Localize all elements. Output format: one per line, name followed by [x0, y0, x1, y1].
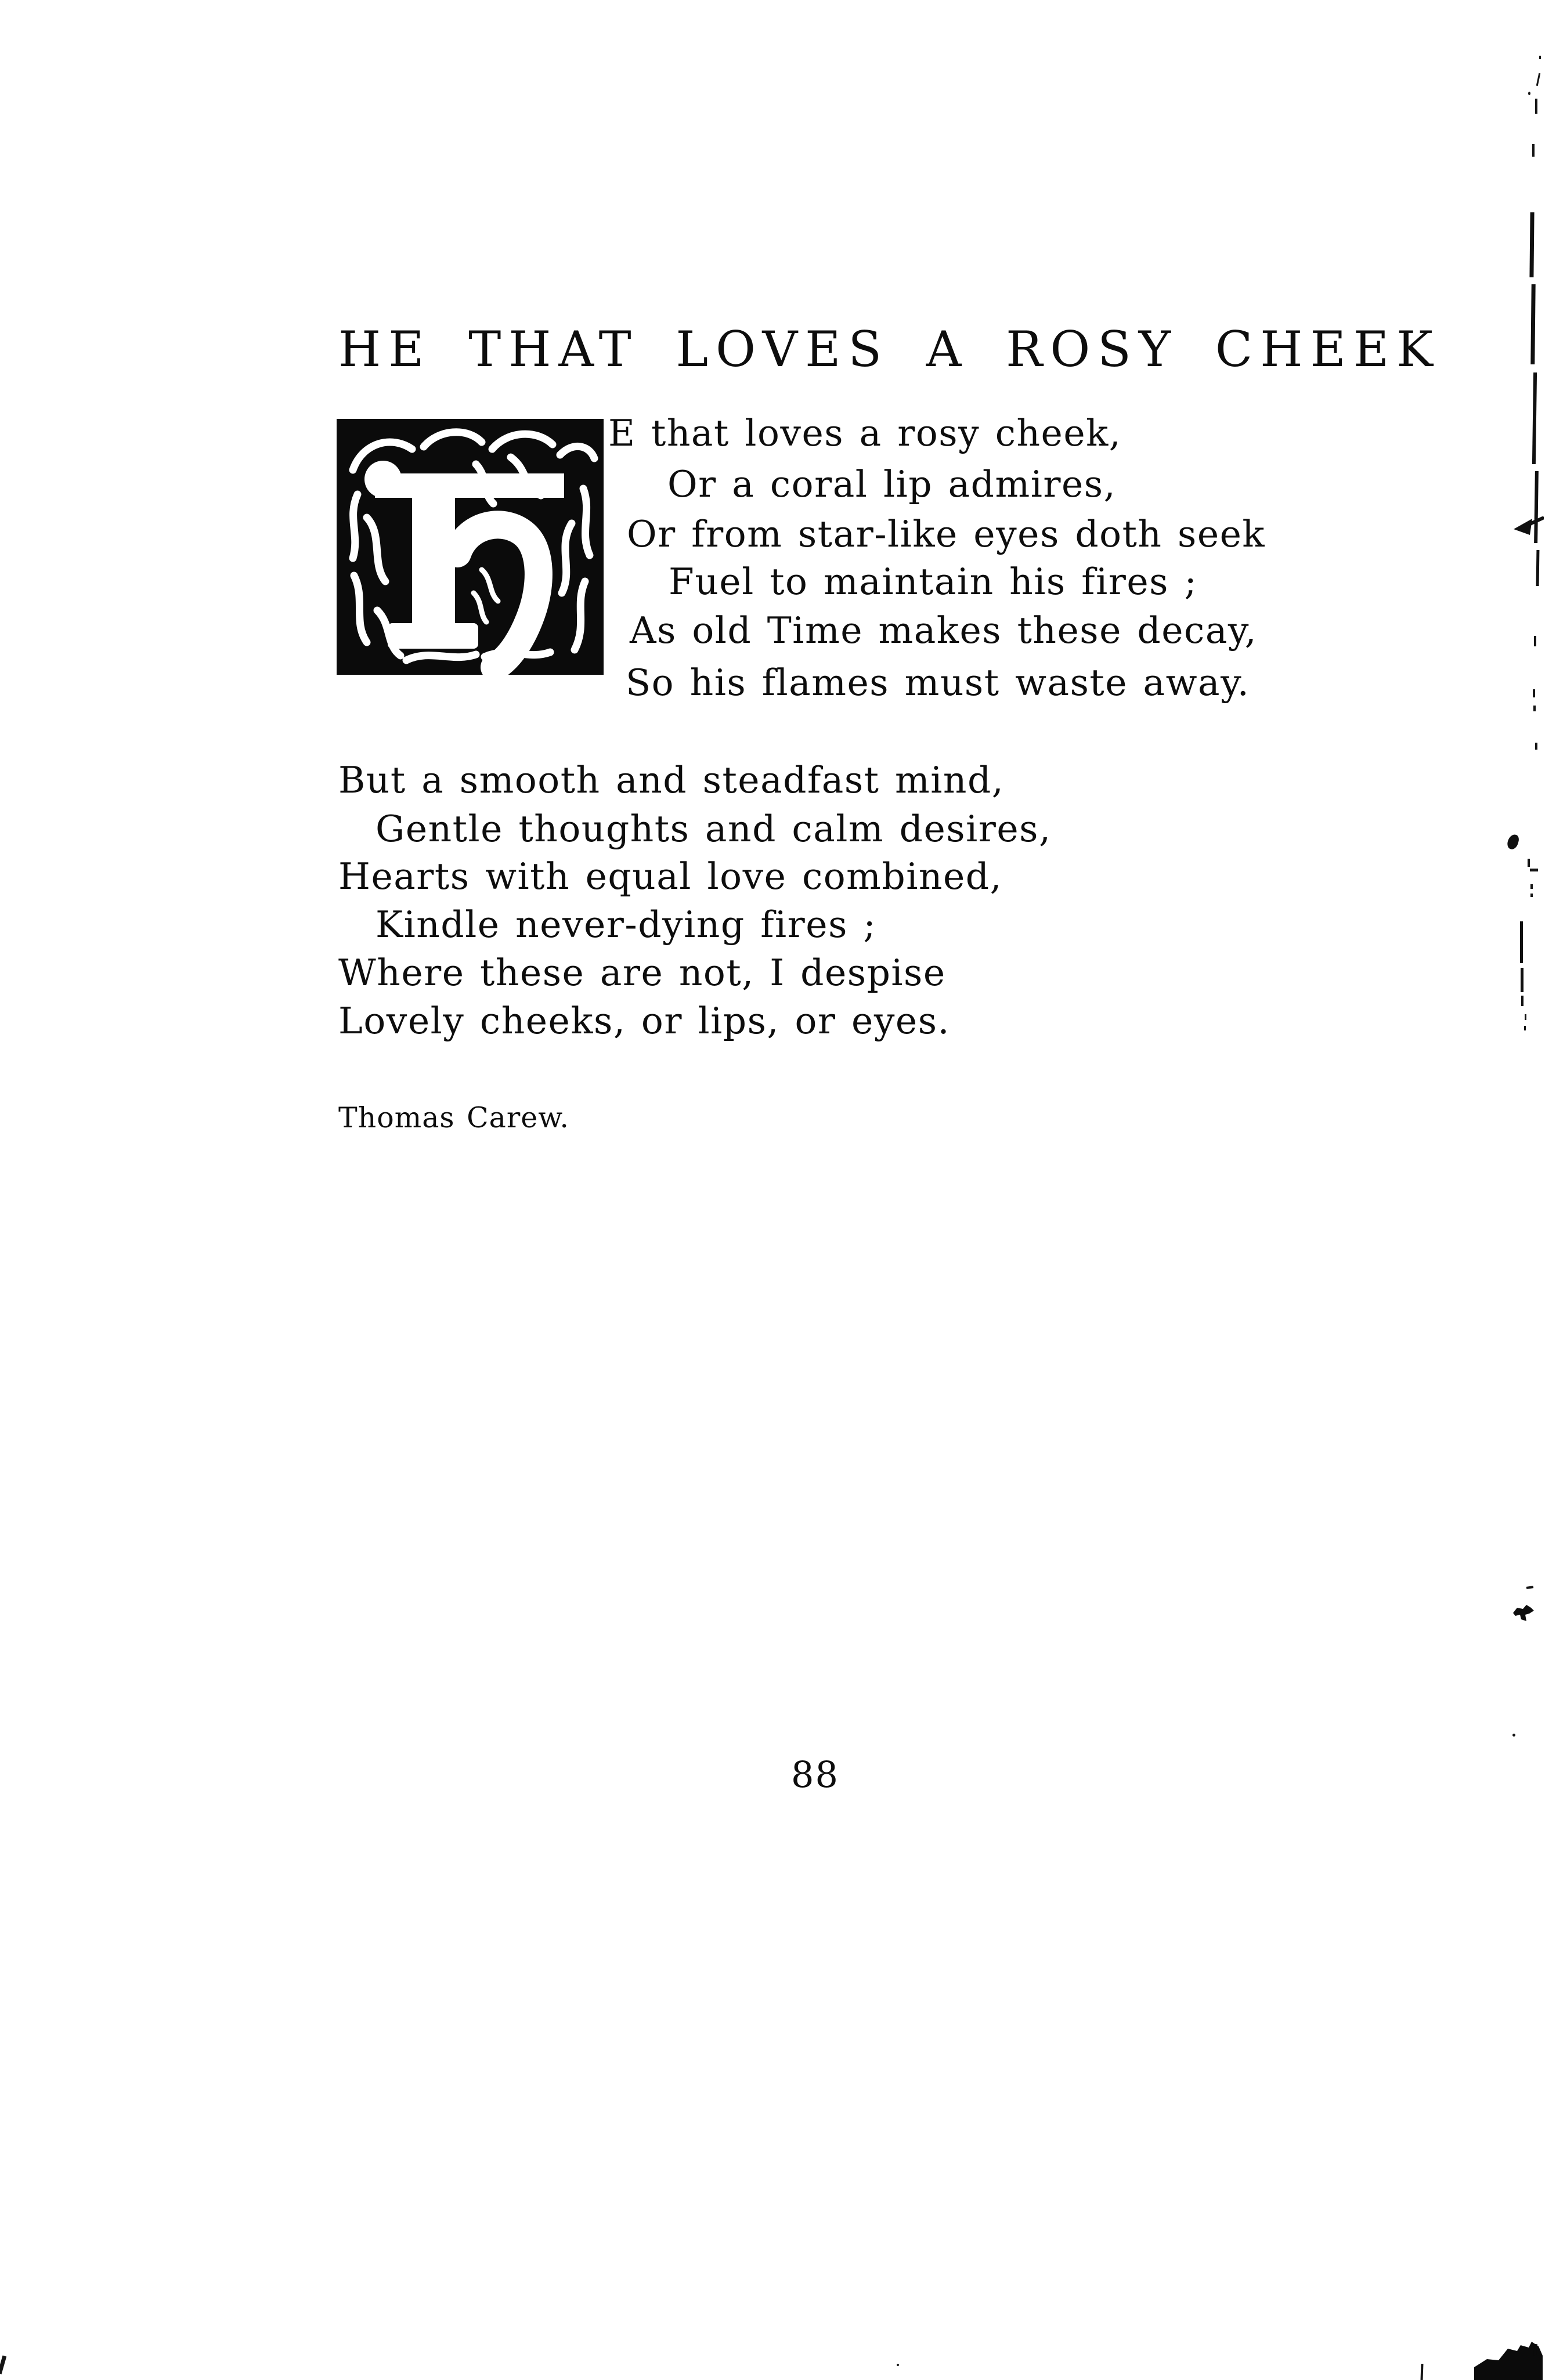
scan-artifact-dot [1528, 92, 1530, 95]
scan-artifact-tick [1535, 743, 1537, 750]
author-attribution: Thomas Carew. [338, 1101, 569, 1134]
drop-cap [337, 419, 604, 675]
scan-artifact-tick [1532, 144, 1535, 157]
scan-artifact-tick [1535, 99, 1537, 114]
scan-artifact-corner-blot [1474, 2342, 1547, 2380]
scan-artifact-tick [1534, 636, 1536, 646]
poem-line: Hearts with equal love combined, [338, 855, 1003, 898]
poem-line: Or from star-like eyes doth seek [627, 513, 1266, 555]
poem-line: As old Time makes these decay, [630, 609, 1258, 652]
scan-artifact-dot [1512, 1734, 1515, 1737]
poem-line: But a smooth and steadfast mind, [338, 759, 1005, 801]
poem-line: Fuel to maintain his fires ; [669, 560, 1198, 603]
scan-artifact-dash [1530, 869, 1538, 871]
scan-artifact-dot [1539, 56, 1541, 59]
scan-artifact-tick [1533, 706, 1536, 711]
scan-artifact-tick [1533, 689, 1535, 697]
drop-cap-woodcut [337, 419, 604, 675]
scan-artifact-dot [1530, 894, 1533, 897]
scan-artifact-tick [1421, 2364, 1424, 2380]
scan-artifact-dash [1526, 1586, 1533, 1589]
poem-line: Lovely cheeks, or lips, or eyes. [338, 1000, 951, 1042]
poem-title: HE THAT LOVES A ROSY CHEEK [338, 321, 1441, 378]
scan-artifact-dot [897, 2364, 899, 2366]
scan-artifact-arrow-mark [1514, 515, 1544, 541]
poem-line: Where these are not, I despise [338, 952, 946, 994]
scan-artifact-tick [1528, 859, 1530, 867]
scan-artifact-ink-blot [1512, 1605, 1535, 1622]
poem-line: So his flames must waste away. [626, 661, 1250, 704]
poem-line: Gentle thoughts and calm desires, [376, 808, 1052, 850]
poem-line: E that loves a rosy cheek, [608, 412, 1122, 454]
poem-line: Kindle never-dying fires ; [376, 903, 877, 946]
scan-artifact-corner-tick [0, 2356, 6, 2375]
scan-artifact-tick [1536, 73, 1541, 86]
scan-artifact-tick [1530, 884, 1533, 889]
scan-artifact-smudge [1506, 833, 1520, 851]
poem-line: Or a coral lip admires, [667, 463, 1117, 505]
page-number: 88 [791, 1753, 839, 1796]
